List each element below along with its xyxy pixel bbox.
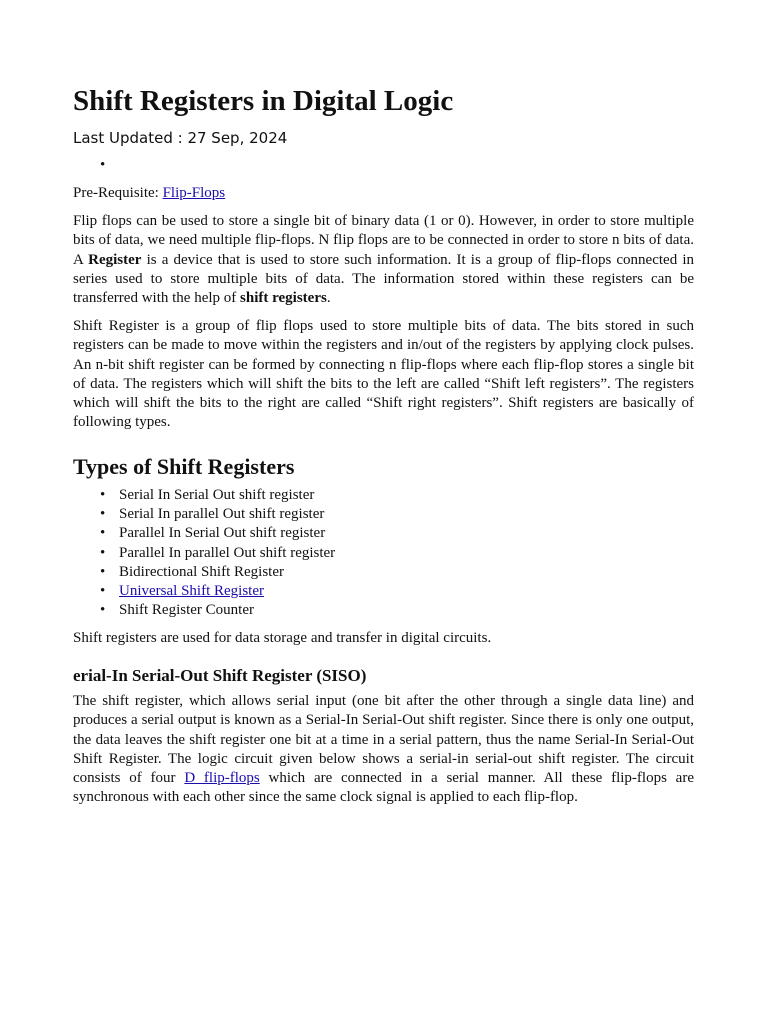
bullet: • — [100, 583, 106, 600]
siso-heading: erial-In Serial-Out Shift Register (SISO) — [73, 666, 367, 685]
list-item-label: Bidirectional Shift Register — [119, 563, 284, 580]
prerequisite-label: Pre-Requisite: — [73, 185, 163, 201]
universal-shift-register-link[interactable]: Universal Shift Register — [119, 583, 264, 600]
prerequisite-line — [73, 184, 225, 203]
list-item-label: Shift Register Counter — [119, 602, 254, 619]
types-list — [73, 486, 335, 620]
list-item — [73, 524, 335, 543]
siso-paragraph — [73, 692, 694, 808]
bullet: • — [100, 563, 106, 580]
siso-text-2: which are connected in a serial manner. All these flip-flops are synchronous with each other since the same clock signal is applied to each flip-flop. — [73, 770, 694, 806]
empty-bullet: • — [100, 157, 106, 173]
last-updated: Last Updated : 27 Sep, 2024 — [73, 129, 288, 147]
intro-text-1: Flip flops can be used to store a single bit of binary data (1 or 0). However, in order to store multiple bits of data, we need multiple flip-flops. N flip flops are to be connected in order to store n bits of data. A — [73, 213, 694, 268]
bullet: • — [100, 525, 106, 542]
types-heading: Types of Shift Registers — [73, 454, 295, 479]
siso-text-1: The shift register, which allows serial input (one bit after the other through a single data line) and produces a serial output is known as a Serial-In Serial-Out shift register. Since there is only one output, the data leaves the shift register one bit at a time in a serial pattern, thus the name Serial-In Serial-Out Shift Register. The logic circuit given below shows a serial-in serial-out shift register. The circuit consists of four — [73, 693, 694, 787]
list-item — [73, 601, 335, 620]
bullet: • — [100, 602, 106, 619]
list-item-label: Serial In Serial Out shift register — [119, 487, 315, 503]
bullet: • — [100, 487, 106, 503]
list-item — [73, 544, 335, 563]
list-item-label: Serial In parallel Out shift register — [119, 506, 325, 523]
list-item — [73, 563, 335, 582]
shift-registers-term: shift registers — [240, 290, 327, 307]
usage-sentence: Shift registers are used for data storage and transfer in digital circuits. — [73, 630, 492, 646]
list-item — [73, 582, 335, 601]
list-item — [73, 505, 335, 524]
list-item — [73, 486, 335, 505]
bullet: • — [100, 506, 106, 523]
intro-paragraph — [73, 212, 694, 308]
d-flip-flops-link[interactable]: D flip-flops — [184, 770, 260, 787]
list-item-label: Parallel In Serial Out shift register — [119, 525, 326, 542]
list-item-label: Parallel In parallel Out shift register — [119, 544, 336, 561]
intro-text-3: . — [326, 290, 331, 307]
intro-text-2: is a device that is used to store such information. It is a group of flip-flops connected in series used to store multiple bits of data. The information stored within these registers can be transferred with the help of — [73, 251, 694, 307]
bullet: • — [100, 544, 106, 561]
definition-paragraph: Shift Register is a group of flip flops used to store multiple bits of data. The bits stored in such registers can be made to move within the registers and in/out of the registers by applying clock pulses. An n-bit shift register can be formed by connecting n flip-flops where each flip-flop stores a single bit of data. The registers which will shift the bits to the left are called “Shift left registers”. The registers which will shift the bits to the right are called “Shift right registers”. Shift registers are basically of following types. — [73, 318, 694, 431]
page-title: Shift Registers in Digital Logic — [73, 85, 454, 117]
flip-flops-link[interactable]: Flip-Flops — [162, 185, 226, 201]
register-term: Register — [88, 251, 142, 268]
